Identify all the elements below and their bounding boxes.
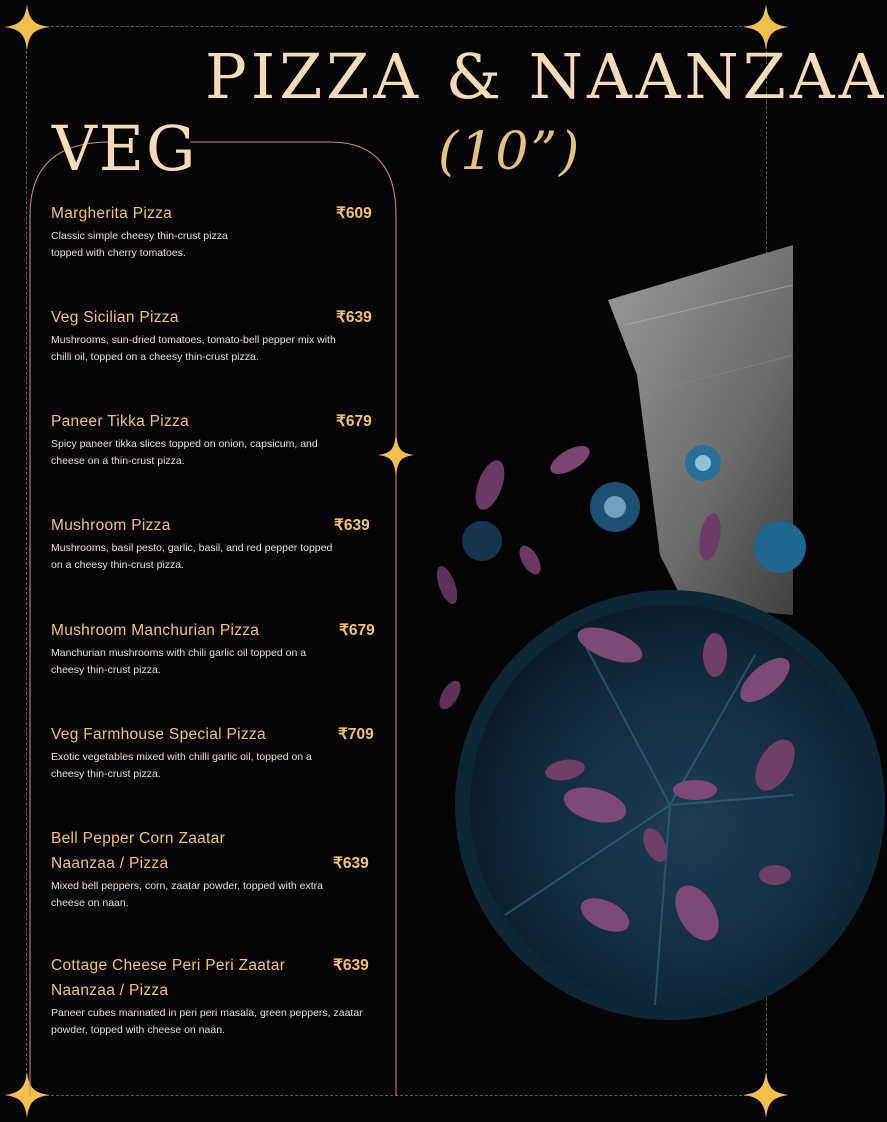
category-heading: VEG	[52, 112, 198, 185]
item-name-line2: Naanzaa / Pizza	[51, 982, 169, 999]
item-description: Mushrooms, basil pesto, garlic, basil, and red pepper topped on a cheesy thin-crust pizza.	[51, 542, 333, 571]
tomato	[754, 521, 806, 573]
item-description: Paneer cubes marinated in peri peri masala, green peppers, zaatar powder, topped with cheese on naan.	[51, 1007, 363, 1036]
menu-item	[51, 305, 381, 366]
menu-item	[51, 826, 381, 912]
center-star-icon	[378, 432, 414, 478]
menu-item	[51, 953, 381, 1039]
item-description: Exotic vegetables mixed with chilli garlic oil, topped on a cheesy thin-crust pizza.	[51, 751, 312, 780]
item-name: Paneer Tikka Pizza	[51, 413, 190, 430]
item-description: Spicy paneer tikka slices topped on onion, capsicum, and cheese on a thin-crust pizza.	[51, 438, 318, 467]
item-description: Mushrooms, sun-dried tomatoes, tomato-bell pepper mix with chilli oil, topped on a cheesy thin-crust pizza.	[51, 334, 336, 363]
item-name: Veg Farmhouse Special Pizza	[51, 726, 266, 743]
menu-item	[51, 201, 381, 262]
menu-item	[51, 513, 381, 574]
item-name: Bell Pepper Corn Zaatar	[51, 830, 226, 847]
item-price: ₹639	[333, 957, 369, 974]
item-name: Mushroom Pizza	[51, 517, 171, 534]
item-name: Cottage Cheese Peri Peri Zaatar	[51, 957, 286, 974]
tomato	[462, 521, 502, 561]
item-name: Margherita Pizza	[51, 205, 173, 222]
item-name: Mushroom Manchurian Pizza	[51, 622, 260, 639]
item-name-line2: Naanzaa / Pizza	[51, 855, 169, 872]
item-description: Classic simple cheesy thin-crust pizza topped with cherry tomatoes.	[51, 230, 228, 259]
pizza-size-label: (10”)	[438, 122, 582, 182]
item-price: ₹639	[333, 855, 369, 872]
item-price: ₹639	[336, 309, 372, 326]
item-name: Veg Sicilian Pizza	[51, 309, 179, 326]
pizza-photo	[425, 225, 793, 1025]
item-description: Manchurian mushrooms with chili garlic oil topped on a cheesy thin-crust pizza.	[51, 647, 307, 676]
menu-item	[51, 409, 381, 470]
menu-item	[51, 618, 381, 679]
item-price: ₹679	[336, 413, 372, 430]
item-price: ₹609	[336, 205, 372, 222]
item-price: ₹679	[339, 622, 375, 639]
item-price: ₹639	[334, 517, 370, 534]
item-price: ₹709	[338, 726, 374, 743]
item-description: Mixed bell peppers, corn, zaatar powder, topped with extra cheese on naan.	[51, 880, 323, 909]
menu-item	[51, 722, 381, 783]
menu-title: PIZZA & NAANZAA	[205, 40, 887, 113]
